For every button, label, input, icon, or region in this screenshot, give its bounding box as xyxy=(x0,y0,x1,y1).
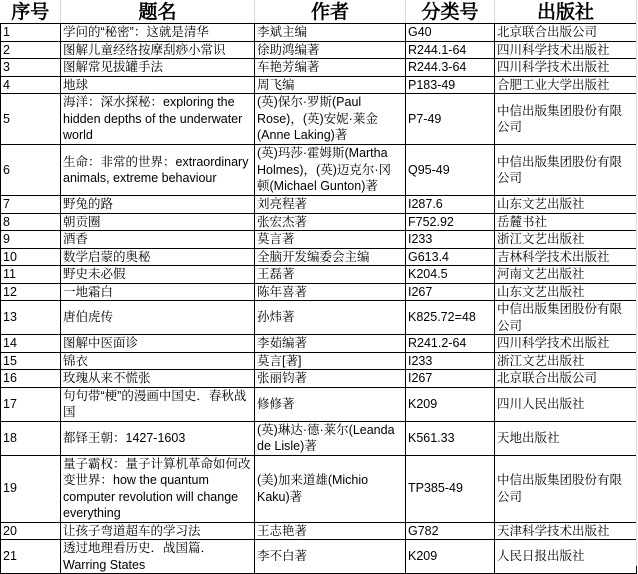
cell-title[interactable]: 图解中医面诊 xyxy=(61,335,255,353)
cell-no[interactable]: 18 xyxy=(1,421,61,455)
cell-classification[interactable]: P7-49 xyxy=(406,94,495,145)
header-author[interactable]: 作者 xyxy=(255,0,406,24)
cell-classification[interactable]: I267 xyxy=(406,283,495,301)
cell-no[interactable]: 2 xyxy=(1,41,61,59)
table-row xyxy=(1,301,637,335)
cell-author[interactable]: (美)加来道雄(Michio Kaku)著 xyxy=(255,455,406,522)
cell-publisher[interactable]: 中信出版集团股份有限公司 xyxy=(495,455,637,522)
cell-title[interactable]: 透过地理看历史．战国篇．Warring States xyxy=(61,540,255,574)
header-title[interactable]: 题名 xyxy=(61,0,255,24)
cell-author[interactable]: 陈年喜著 xyxy=(255,283,406,301)
cell-publisher[interactable]: 人民日报出版社 xyxy=(495,540,637,574)
cell-no[interactable]: 4 xyxy=(1,76,61,94)
table-row xyxy=(1,59,637,77)
cell-publisher[interactable]: 吉林科学技术出版社 xyxy=(495,248,637,266)
table-row xyxy=(1,540,637,574)
cell-publisher[interactable]: 四川科学技术出版社 xyxy=(495,59,637,77)
cell-title[interactable]: 朝贡圈 xyxy=(61,213,255,231)
cell-no[interactable]: 10 xyxy=(1,248,61,266)
table-row xyxy=(1,196,637,214)
cell-publisher[interactable]: 中信出版集团股份有限公司 xyxy=(495,94,637,145)
cell-classification[interactable]: K825.72=48 xyxy=(406,301,495,335)
cell-author[interactable]: (英)保尔·罗斯(Paul Rose)，(英)安妮·莱金(Anne Laking)著 xyxy=(255,94,406,145)
cell-title[interactable]: 野史未必假 xyxy=(61,266,255,284)
cell-author[interactable]: 莫言著 xyxy=(255,231,406,249)
cell-author[interactable]: 车艳芳编著 xyxy=(255,59,406,77)
cell-no[interactable]: 9 xyxy=(1,231,61,249)
cell-classification[interactable]: P183-49 xyxy=(406,76,495,94)
cell-author[interactable]: 王志艳著 xyxy=(255,522,406,540)
cell-no[interactable]: 17 xyxy=(1,387,61,421)
table-row xyxy=(1,421,637,455)
cell-publisher[interactable]: 四川科学技术出版社 xyxy=(495,41,637,59)
cell-author[interactable]: 张丽钧著 xyxy=(255,370,406,388)
cell-no[interactable]: 6 xyxy=(1,145,61,196)
cell-publisher[interactable]: 天津科学技术出版社 xyxy=(495,522,637,540)
table-row xyxy=(1,387,637,421)
cell-classification[interactable]: G40 xyxy=(406,24,495,42)
cell-author[interactable]: 李茹编著 xyxy=(255,335,406,353)
table-row xyxy=(1,24,637,42)
cell-classification[interactable]: G782 xyxy=(406,522,495,540)
cell-publisher[interactable]: 河南文艺出版社 xyxy=(495,266,637,284)
table-row xyxy=(1,94,637,145)
cell-no[interactable]: 21 xyxy=(1,540,61,574)
cell-classification[interactable]: Q95-49 xyxy=(406,145,495,196)
cell-title[interactable]: 一地霜白 xyxy=(61,283,255,301)
table-row xyxy=(1,76,637,94)
cell-classification[interactable]: R241.2-64 xyxy=(406,335,495,353)
cell-classification[interactable]: G613.4 xyxy=(406,248,495,266)
cell-title[interactable]: 句句带“梗”的漫画中国史．春秋战国 xyxy=(61,387,255,421)
cell-author[interactable]: 莫言[著] xyxy=(255,352,406,370)
cell-author[interactable]: (英)玛莎·霍姆斯(Martha Holmes)，(英)迈克尔·冈顿(Michael Gunton)著 xyxy=(255,145,406,196)
cell-publisher[interactable]: 中信出版集团股份有限公司 xyxy=(495,145,637,196)
cell-classification[interactable]: TP385-49 xyxy=(406,455,495,522)
cell-title[interactable]: 让孩子弯道超车的学习法 xyxy=(61,522,255,540)
table-row xyxy=(1,455,637,522)
header-publisher[interactable]: 出版社 xyxy=(495,0,637,24)
cell-no[interactable]: 1 xyxy=(1,24,61,42)
header-row xyxy=(1,0,637,24)
cell-no[interactable]: 7 xyxy=(1,196,61,214)
cell-classification[interactable]: I233 xyxy=(406,231,495,249)
table-row xyxy=(1,41,637,59)
cell-title[interactable]: 锦衣 xyxy=(61,352,255,370)
cell-publisher[interactable]: 岳麓书社 xyxy=(495,213,637,231)
cell-title[interactable]: 数学启蒙的奥秘 xyxy=(61,248,255,266)
header-no[interactable]: 序号 xyxy=(1,0,61,24)
cell-title[interactable]: 海洋：深水探秘：exploring the hidden depths of the underwater world xyxy=(61,94,255,145)
cell-publisher[interactable]: 浙江文艺出版社 xyxy=(495,231,637,249)
cell-author[interactable]: 徐助鸿编著 xyxy=(255,41,406,59)
header-classification[interactable]: 分类号 xyxy=(406,0,495,24)
cell-no[interactable]: 20 xyxy=(1,522,61,540)
cell-no[interactable]: 12 xyxy=(1,283,61,301)
cell-title[interactable]: 都铎王朝：1427-1603 xyxy=(61,421,255,455)
cell-no[interactable]: 5 xyxy=(1,94,61,145)
cell-publisher[interactable]: 合肥工业大学出版社 xyxy=(495,76,637,94)
cell-no[interactable]: 14 xyxy=(1,335,61,353)
cell-classification[interactable]: I287.6 xyxy=(406,196,495,214)
cell-no[interactable]: 15 xyxy=(1,352,61,370)
cell-author[interactable]: 全脑开发编委会主编 xyxy=(255,248,406,266)
cell-title[interactable]: 生命：非常的世界：extraordinary animals, extreme behaviour xyxy=(61,145,255,196)
cell-publisher[interactable]: 北京联合出版公司 xyxy=(495,370,637,388)
cell-publisher[interactable]: 中信出版集团股份有限公司 xyxy=(495,301,637,335)
cell-author[interactable]: 李不白著 xyxy=(255,540,406,574)
cell-title[interactable]: 地球 xyxy=(61,76,255,94)
cell-title[interactable]: 酒香 xyxy=(61,231,255,249)
cell-author[interactable]: 周飞编 xyxy=(255,76,406,94)
cell-publisher[interactable]: 北京联合出版公司 xyxy=(495,24,637,42)
cell-author[interactable]: 王磊著 xyxy=(255,266,406,284)
table-row xyxy=(1,352,637,370)
cell-classification[interactable]: K209 xyxy=(406,540,495,574)
table-row xyxy=(1,522,637,540)
table-row xyxy=(1,283,637,301)
cell-publisher[interactable]: 四川人民出版社 xyxy=(495,387,637,421)
cell-author[interactable]: 张宏杰著 xyxy=(255,213,406,231)
cell-title[interactable]: 野兔的路 xyxy=(61,196,255,214)
cell-publisher[interactable]: 天地出版社 xyxy=(495,421,637,455)
cell-classification[interactable]: K204.5 xyxy=(406,266,495,284)
cell-title[interactable]: 唐伯虎传 xyxy=(61,301,255,335)
cell-classification[interactable]: K561.33 xyxy=(406,421,495,455)
cell-no[interactable]: 13 xyxy=(1,301,61,335)
cell-no[interactable]: 16 xyxy=(1,370,61,388)
cell-author[interactable]: 刘亮程著 xyxy=(255,196,406,214)
cell-title[interactable]: 学问的“秘密”：这就是清华 xyxy=(61,24,255,42)
cell-title[interactable]: 图解儿童经络按摩刮痧小常识 xyxy=(61,41,255,59)
cell-author[interactable]: 李斌主编 xyxy=(255,24,406,42)
cell-no[interactable]: 11 xyxy=(1,266,61,284)
cell-classification[interactable]: F752.92 xyxy=(406,213,495,231)
cell-classification[interactable]: I233 xyxy=(406,352,495,370)
cell-title[interactable]: 玫瑰从来不慌张 xyxy=(61,370,255,388)
cell-publisher[interactable]: 山东文艺出版社 xyxy=(495,196,637,214)
table-row xyxy=(1,266,637,284)
cell-classification[interactable]: R244.1-64 xyxy=(406,41,495,59)
cell-no[interactable]: 8 xyxy=(1,213,61,231)
cell-classification[interactable]: K209 xyxy=(406,387,495,421)
cell-publisher[interactable]: 四川科学技术出版社 xyxy=(495,335,637,353)
table-row xyxy=(1,335,637,353)
table-row xyxy=(1,231,637,249)
cell-classification[interactable]: R244.3-64 xyxy=(406,59,495,77)
cell-title[interactable]: 图解常见拔罐手法 xyxy=(61,59,255,77)
sheet-gridline xyxy=(636,0,637,566)
cell-no[interactable]: 3 xyxy=(1,59,61,77)
cell-publisher[interactable]: 山东文艺出版社 xyxy=(495,283,637,301)
table-row xyxy=(1,145,637,196)
table-row xyxy=(1,370,637,388)
cell-author[interactable]: (英)琳达·德·莱尔(Leanda de Lisle)著 xyxy=(255,421,406,455)
table-row xyxy=(1,213,637,231)
cell-classification[interactable]: I267 xyxy=(406,370,495,388)
table-row xyxy=(1,248,637,266)
cell-author[interactable]: 孙炜著 xyxy=(255,301,406,335)
cell-title[interactable]: 量子霸权：量子计算机革命如何改变世界：how the quantum computer revolution will change everything xyxy=(61,455,255,522)
cell-publisher[interactable]: 浙江文艺出版社 xyxy=(495,352,637,370)
cell-author[interactable]: 修修著 xyxy=(255,387,406,421)
cell-no[interactable]: 19 xyxy=(1,455,61,522)
